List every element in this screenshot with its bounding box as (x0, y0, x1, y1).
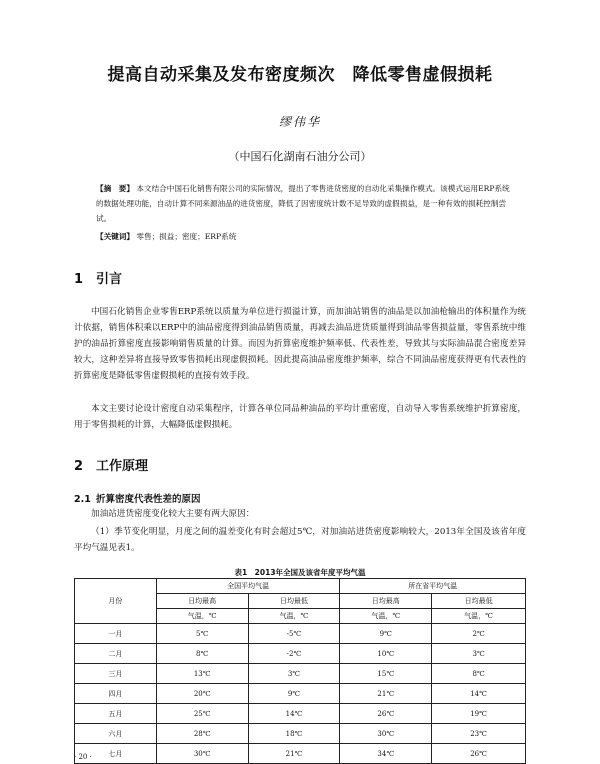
cell-province-low: 23℃ (432, 724, 526, 744)
cell-province-low: 19℃ (432, 704, 526, 724)
keywords-text: 零售；损益；密度；ERP系统 (136, 232, 237, 241)
cell-province-low: 14℃ (432, 684, 526, 704)
cell-national-low: 18℃ (248, 724, 340, 744)
cell-month: 五月 (75, 704, 157, 724)
cell-province-low: 26℃ (432, 744, 526, 764)
table-row (75, 624, 526, 644)
table-row (75, 664, 526, 684)
section-heading-introduction (74, 268, 122, 287)
cell-province-low: 8℃ (432, 664, 526, 684)
table-row (75, 744, 526, 764)
header-national: 全国平均气温 (156, 579, 340, 594)
cell-month: 一月 (75, 624, 157, 644)
section-number: 2 (74, 459, 84, 474)
cell-month: 二月 (75, 644, 157, 664)
page-number: · 20 · (74, 753, 92, 761)
intro-paragraph-2: 本文主要讨论设计密度自动采集程序，计算各单位同品种油品的平均计重密度，自动导入零售系统维护折算密度，用于零售损耗的计算，大幅降低虚假损耗。 (74, 404, 526, 430)
cell-national-high: 8℃ (156, 644, 248, 664)
cell-province-high: 10℃ (340, 644, 432, 664)
keywords-label: 【关键词】 (96, 232, 134, 241)
cell-month: 六月 (75, 724, 157, 744)
abstract-block (96, 181, 514, 226)
keywords-block (96, 231, 514, 242)
header-month: 月份 (75, 579, 157, 624)
section-number: 1 (74, 272, 84, 287)
temperature-table (74, 578, 526, 764)
cell-national-low: 21℃ (248, 744, 340, 764)
cell-province-high: 34℃ (340, 744, 432, 764)
cell-national-high: 28℃ (156, 724, 248, 744)
cell-national-low: 3℃ (248, 664, 340, 684)
cell-national-low: 9℃ (248, 684, 340, 704)
table-row (75, 684, 526, 704)
table-row (75, 644, 526, 664)
cell-national-high: 13℃ (156, 664, 248, 684)
header-unit: 气温，℃ (432, 609, 526, 624)
author-name: 缪伟华 (278, 115, 321, 129)
table-row (75, 704, 526, 724)
cell-province-high: 26℃ (340, 704, 432, 724)
cell-province-low: 2℃ (432, 624, 526, 644)
author-affiliation: （中国石化湖南石油分公司） (228, 150, 372, 163)
subsection-title: 折算密度代表性差的原因 (96, 494, 201, 505)
header-province-low: 日均最低 (432, 594, 526, 609)
abstract-text: 本文结合中国石化销售有限公司的实际情况，提出了零售进货密度的自动化采集操作模式。该模式运用ERP系统的数据处理功能，自动计算不同来源油品的进货密度，降低了因密度统计数不足导致的虚假损益，是一种有效的损耗控制尝试。 (96, 184, 510, 223)
cell-national-high: 5℃ (156, 624, 248, 644)
cell-province-high: 15℃ (340, 664, 432, 684)
subsection-number: 2.1 (74, 494, 91, 505)
header-national-low: 日均最低 (248, 594, 340, 609)
header-province-high: 日均最高 (340, 594, 432, 609)
header-province: 所在省平均气温 (340, 579, 526, 594)
intro-paragraph-1: 中国石化销售企业零售ERP系统以质量为单位进行损溢计算，而加油站销售的油品是以加油枪输出的体积量作为统计依据，销售体积乘以ERP中的油品密度得到油品销售质量，再减去油品进货质量得到油品零售损益量，零售系统中维护的油品折算密度直接影响销售质量的计算。而因为折算密度维护频率低、代表性差，导致其与实际油品混合密度差异较大，这种差异将直接导致零售损耗出现虚假损耗。因此提高油品密度维护频率，综合不同油品密度获得更有代表性的折算密度是降低零售虚假损耗的直接有效手段。 (74, 307, 526, 381)
cell-province-high: 30℃ (340, 724, 432, 744)
cell-national-low: -2℃ (248, 644, 340, 664)
cell-province-high: 9℃ (340, 624, 432, 644)
principle-paragraph-1: 加油站进货密度变化较大主要有两大原因： (91, 509, 255, 519)
article-title: 提高自动采集及发布密度频次 降低零售虚假损耗 (107, 65, 493, 85)
cell-national-high: 30℃ (156, 744, 248, 764)
abstract-label: 【摘 要】 (96, 184, 134, 193)
table-caption: 表1 2013年全国及该省年度平均气温 (234, 568, 366, 577)
table-row (75, 724, 526, 744)
cell-national-low: -5℃ (248, 624, 340, 644)
cell-month: 七月 (75, 744, 157, 764)
cell-month: 四月 (75, 684, 157, 704)
section-title: 工作原理 (96, 459, 149, 474)
header-unit: 气温，℃ (340, 609, 432, 624)
cell-national-high: 20℃ (156, 684, 248, 704)
cell-province-low: 3℃ (432, 644, 526, 664)
section-heading-principle (74, 455, 148, 474)
header-national-high: 日均最高 (156, 594, 248, 609)
cell-national-low: 14℃ (248, 704, 340, 724)
cell-national-high: 25℃ (156, 704, 248, 724)
header-unit: 气温，℃ (248, 609, 340, 624)
cell-province-high: 21℃ (340, 684, 432, 704)
cell-month: 三月 (75, 664, 157, 684)
principle-paragraph-2: （1）季节变化明显，月度之间的温差变化有时会超过5℃，对加油站进货密度影响较大，2013年全国及该省年度平均气温见表1。 (74, 527, 526, 553)
section-title: 引言 (96, 272, 123, 287)
header-unit: 气温，℃ (156, 609, 248, 624)
subsection-heading-2-1 (74, 491, 201, 505)
